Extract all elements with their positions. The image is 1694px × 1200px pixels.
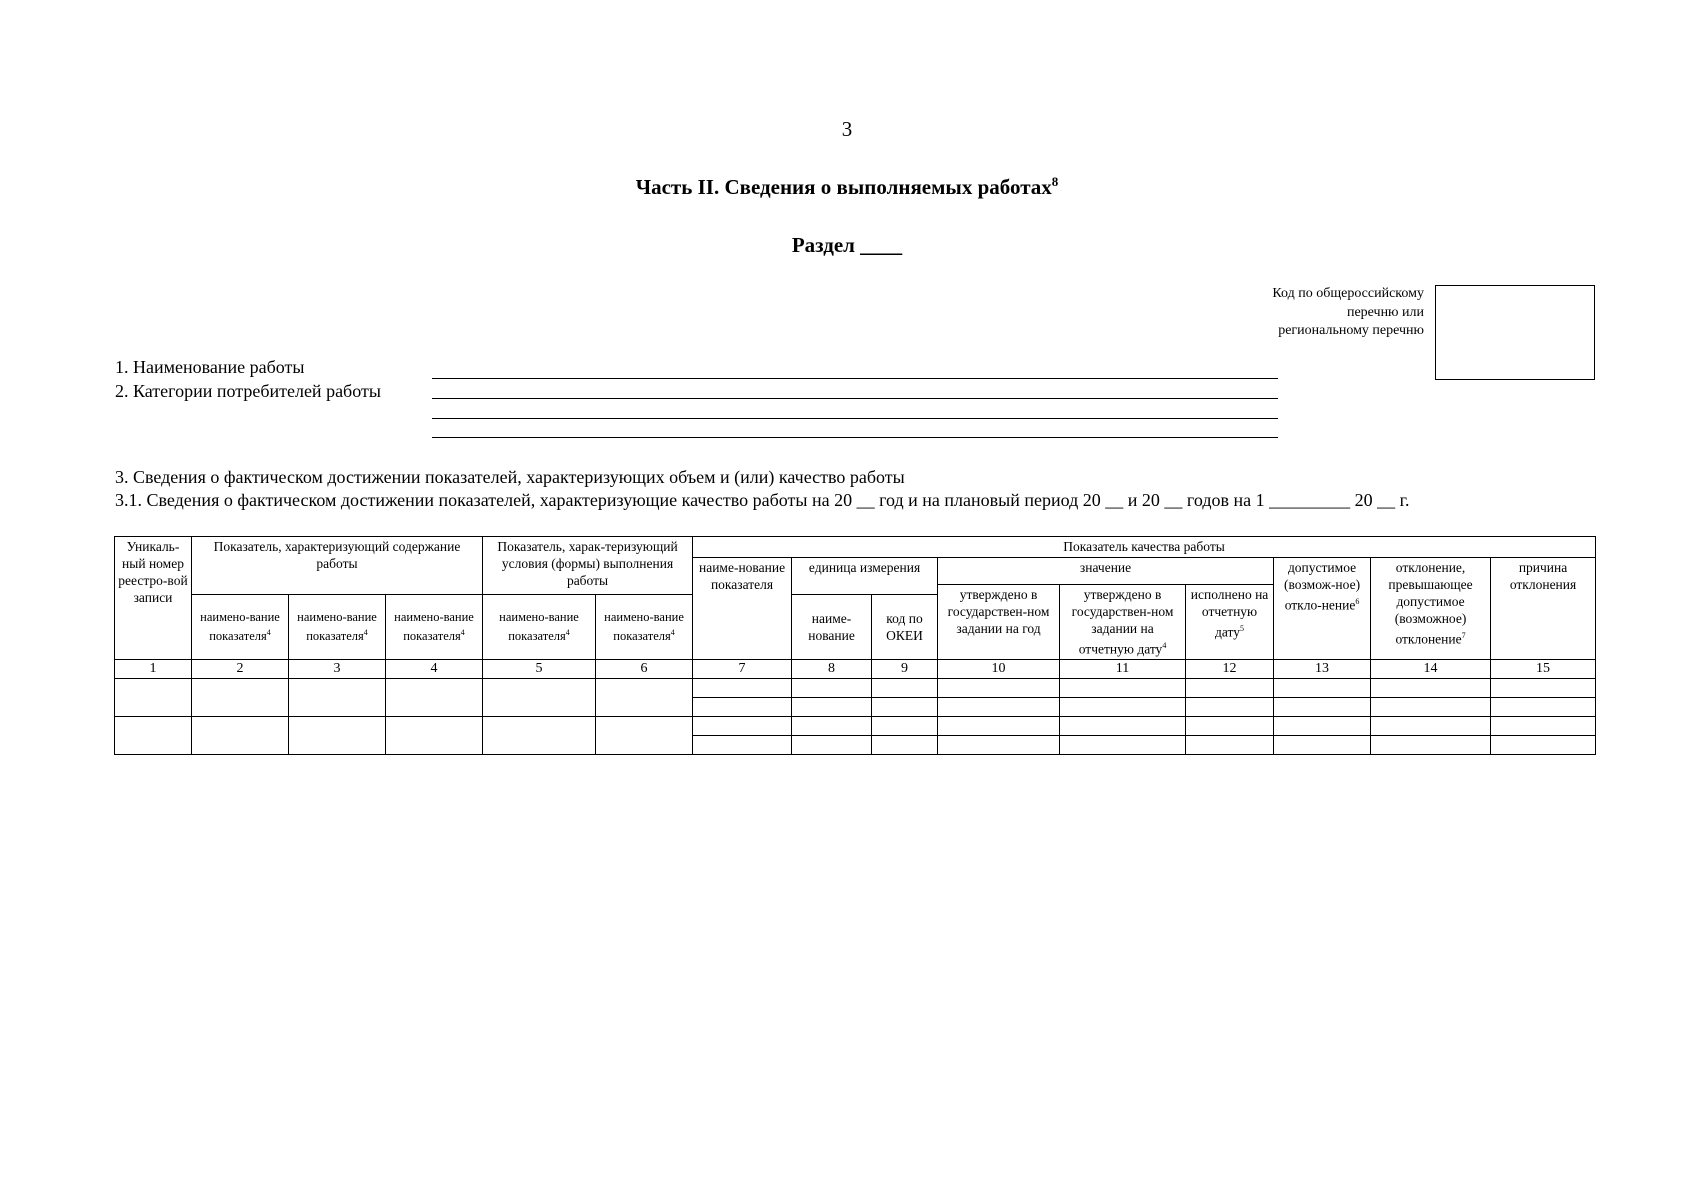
column-number: 1	[115, 659, 192, 678]
quality-indicators-table	[114, 536, 1596, 755]
executed-footnote: 5	[1240, 624, 1245, 633]
sub-name-footnote: 4	[565, 628, 570, 638]
data-cell[interactable]	[483, 716, 596, 754]
data-cell[interactable]	[1186, 735, 1274, 754]
sub-name-footnote: 4	[266, 628, 271, 638]
header-unit: единица измерения	[792, 558, 938, 595]
data-cell[interactable]	[289, 678, 386, 716]
data-cell[interactable]	[693, 678, 792, 697]
consumer-categories-line-3[interactable]	[432, 437, 1278, 438]
header-value: значение	[938, 558, 1274, 585]
page-number: 3	[841, 117, 853, 141]
data-cell[interactable]	[483, 678, 596, 716]
header-sub-name-5	[483, 595, 596, 659]
deviation-footnote: 7	[1461, 631, 1466, 640]
data-cell[interactable]	[386, 716, 483, 754]
data-cell[interactable]	[938, 716, 1060, 735]
data-cell[interactable]	[1491, 678, 1596, 697]
work-name-label: 1. Наименование работы	[115, 357, 305, 377]
header-indicator-name: наиме-нование показателя	[693, 558, 792, 660]
header-sub-name-3	[289, 595, 386, 659]
data-cell[interactable]	[1060, 678, 1186, 697]
data-cell[interactable]	[872, 716, 938, 735]
column-number: 2	[192, 659, 289, 678]
header-approved-date	[1060, 585, 1186, 660]
data-cell[interactable]	[1491, 716, 1596, 735]
data-cell[interactable]	[872, 735, 938, 754]
data-cell[interactable]	[386, 678, 483, 716]
data-cell[interactable]	[1274, 735, 1371, 754]
header-approved-year: утверждено в государствен-ном задании на год	[938, 585, 1060, 660]
header-quality-indicator: Показатель качества работы	[693, 537, 1596, 558]
header-unique-number: Уникаль-ный номер реестро-вой записи	[115, 537, 192, 660]
column-number: 11	[1060, 659, 1186, 678]
header-excess-deviation	[1371, 558, 1491, 660]
admissible-footnote: 6	[1355, 597, 1360, 606]
data-cell[interactable]	[289, 716, 386, 754]
column-number: 8	[792, 659, 872, 678]
header-executed	[1186, 585, 1274, 660]
data-cell[interactable]	[1371, 678, 1491, 697]
consumer-categories-label: 2. Категории потребителей работы	[115, 381, 381, 401]
sub-name-text: наимено-вание показателя	[604, 610, 684, 644]
data-cell[interactable]	[872, 697, 938, 716]
data-cell[interactable]	[792, 678, 872, 697]
data-cell[interactable]	[693, 735, 792, 754]
data-cell[interactable]	[693, 716, 792, 735]
data-cell[interactable]	[1060, 697, 1186, 716]
data-cell[interactable]	[1491, 735, 1596, 754]
column-number: 4	[386, 659, 483, 678]
part-title	[0, 174, 1694, 200]
data-cell[interactable]	[1371, 735, 1491, 754]
data-cell[interactable]	[1371, 716, 1491, 735]
data-cell[interactable]	[693, 697, 792, 716]
data-cell[interactable]	[1491, 697, 1596, 716]
section-3-heading: 3. Сведения о фактическом достижении показателей, характеризующих объем и (или) качество работы	[115, 467, 905, 487]
column-number: 14	[1371, 659, 1491, 678]
approved-date-footnote: 4	[1162, 641, 1167, 650]
data-cell[interactable]	[1186, 716, 1274, 735]
header-sub-name-6	[596, 595, 693, 659]
work-name-line[interactable]	[432, 378, 1278, 379]
sub-name-footnote: 4	[363, 628, 368, 638]
admissible-text: допустимое (возмож-ное) откло-нение	[1283, 560, 1361, 613]
deviation-text: отклонение, превышающее допустимое (возможное) отклонение	[1388, 560, 1473, 647]
registry-code-label: Код по общероссийскому перечню или региональному перечню	[1272, 286, 1424, 338]
sub-name-text: наимено-вание показателя	[394, 610, 474, 644]
header-unit-name: наиме-нование	[792, 595, 872, 659]
data-cell[interactable]	[792, 697, 872, 716]
data-cell[interactable]	[192, 678, 289, 716]
header-conditions-indicator: Показатель, харак-теризующий условия (формы) выполнения работы	[483, 537, 693, 595]
data-cell[interactable]	[192, 716, 289, 754]
header-deviation-reason: причина отклонения	[1491, 558, 1596, 660]
header-content-indicator: Показатель, характеризующий содержание работы	[192, 537, 483, 595]
data-cell[interactable]	[938, 735, 1060, 754]
data-cell[interactable]	[792, 716, 872, 735]
data-cell[interactable]	[792, 735, 872, 754]
part-title-footnote: 8	[1051, 174, 1059, 189]
data-cell[interactable]	[872, 678, 938, 697]
column-number: 9	[872, 659, 938, 678]
sub-name-text: наимено-вание показателя	[297, 610, 377, 644]
header-okei-code: код по ОКЕИ	[872, 595, 938, 659]
approved-date-text: утверждено в государствен-ном задании на отчетную дату	[1071, 587, 1174, 657]
section-3-1-heading: 3.1. Сведения о фактическом достижении показателей, характеризующие качество работы на 20 __ год и на плановый период 20 __ и 20 __ годов на 1 _________ 20 __ г.	[115, 490, 1410, 510]
sub-name-text: наимено-вание показателя	[200, 610, 280, 644]
data-cell[interactable]	[1274, 678, 1371, 697]
section-title: Раздел ____	[791, 233, 903, 257]
consumer-categories-line-1[interactable]	[432, 398, 1278, 399]
data-cell[interactable]	[1186, 697, 1274, 716]
sub-name-footnote: 4	[670, 628, 675, 638]
data-cell[interactable]	[1060, 735, 1186, 754]
column-number: 3	[289, 659, 386, 678]
executed-text: исполнено на отчетную дату	[1190, 587, 1269, 640]
data-cell[interactable]	[115, 678, 192, 716]
data-cell[interactable]	[1274, 697, 1371, 716]
column-number: 5	[483, 659, 596, 678]
data-cell[interactable]	[596, 678, 693, 716]
column-number: 12	[1186, 659, 1274, 678]
registry-code-box[interactable]	[1435, 285, 1595, 380]
data-cell[interactable]	[938, 678, 1060, 697]
column-number: 10	[938, 659, 1060, 678]
data-cell[interactable]	[938, 697, 1060, 716]
column-number: 13	[1274, 659, 1371, 678]
column-number: 15	[1491, 659, 1596, 678]
data-cell[interactable]	[596, 716, 693, 754]
data-cell[interactable]	[1274, 716, 1371, 735]
data-cell[interactable]	[1060, 716, 1186, 735]
header-sub-name-4	[386, 595, 483, 659]
column-number: 6	[596, 659, 693, 678]
header-admissible-deviation	[1274, 558, 1371, 660]
sub-name-footnote: 4	[460, 628, 465, 638]
header-sub-name-2	[192, 595, 289, 659]
data-cell[interactable]	[115, 716, 192, 754]
data-cell[interactable]	[1186, 678, 1274, 697]
sub-name-text: наимено-вание показателя	[499, 610, 579, 644]
data-cell[interactable]	[1371, 697, 1491, 716]
column-number: 7	[693, 659, 792, 678]
part-title-text: Часть II. Сведения о выполняемых работах	[635, 175, 1052, 199]
consumer-categories-line-2[interactable]	[432, 418, 1278, 419]
